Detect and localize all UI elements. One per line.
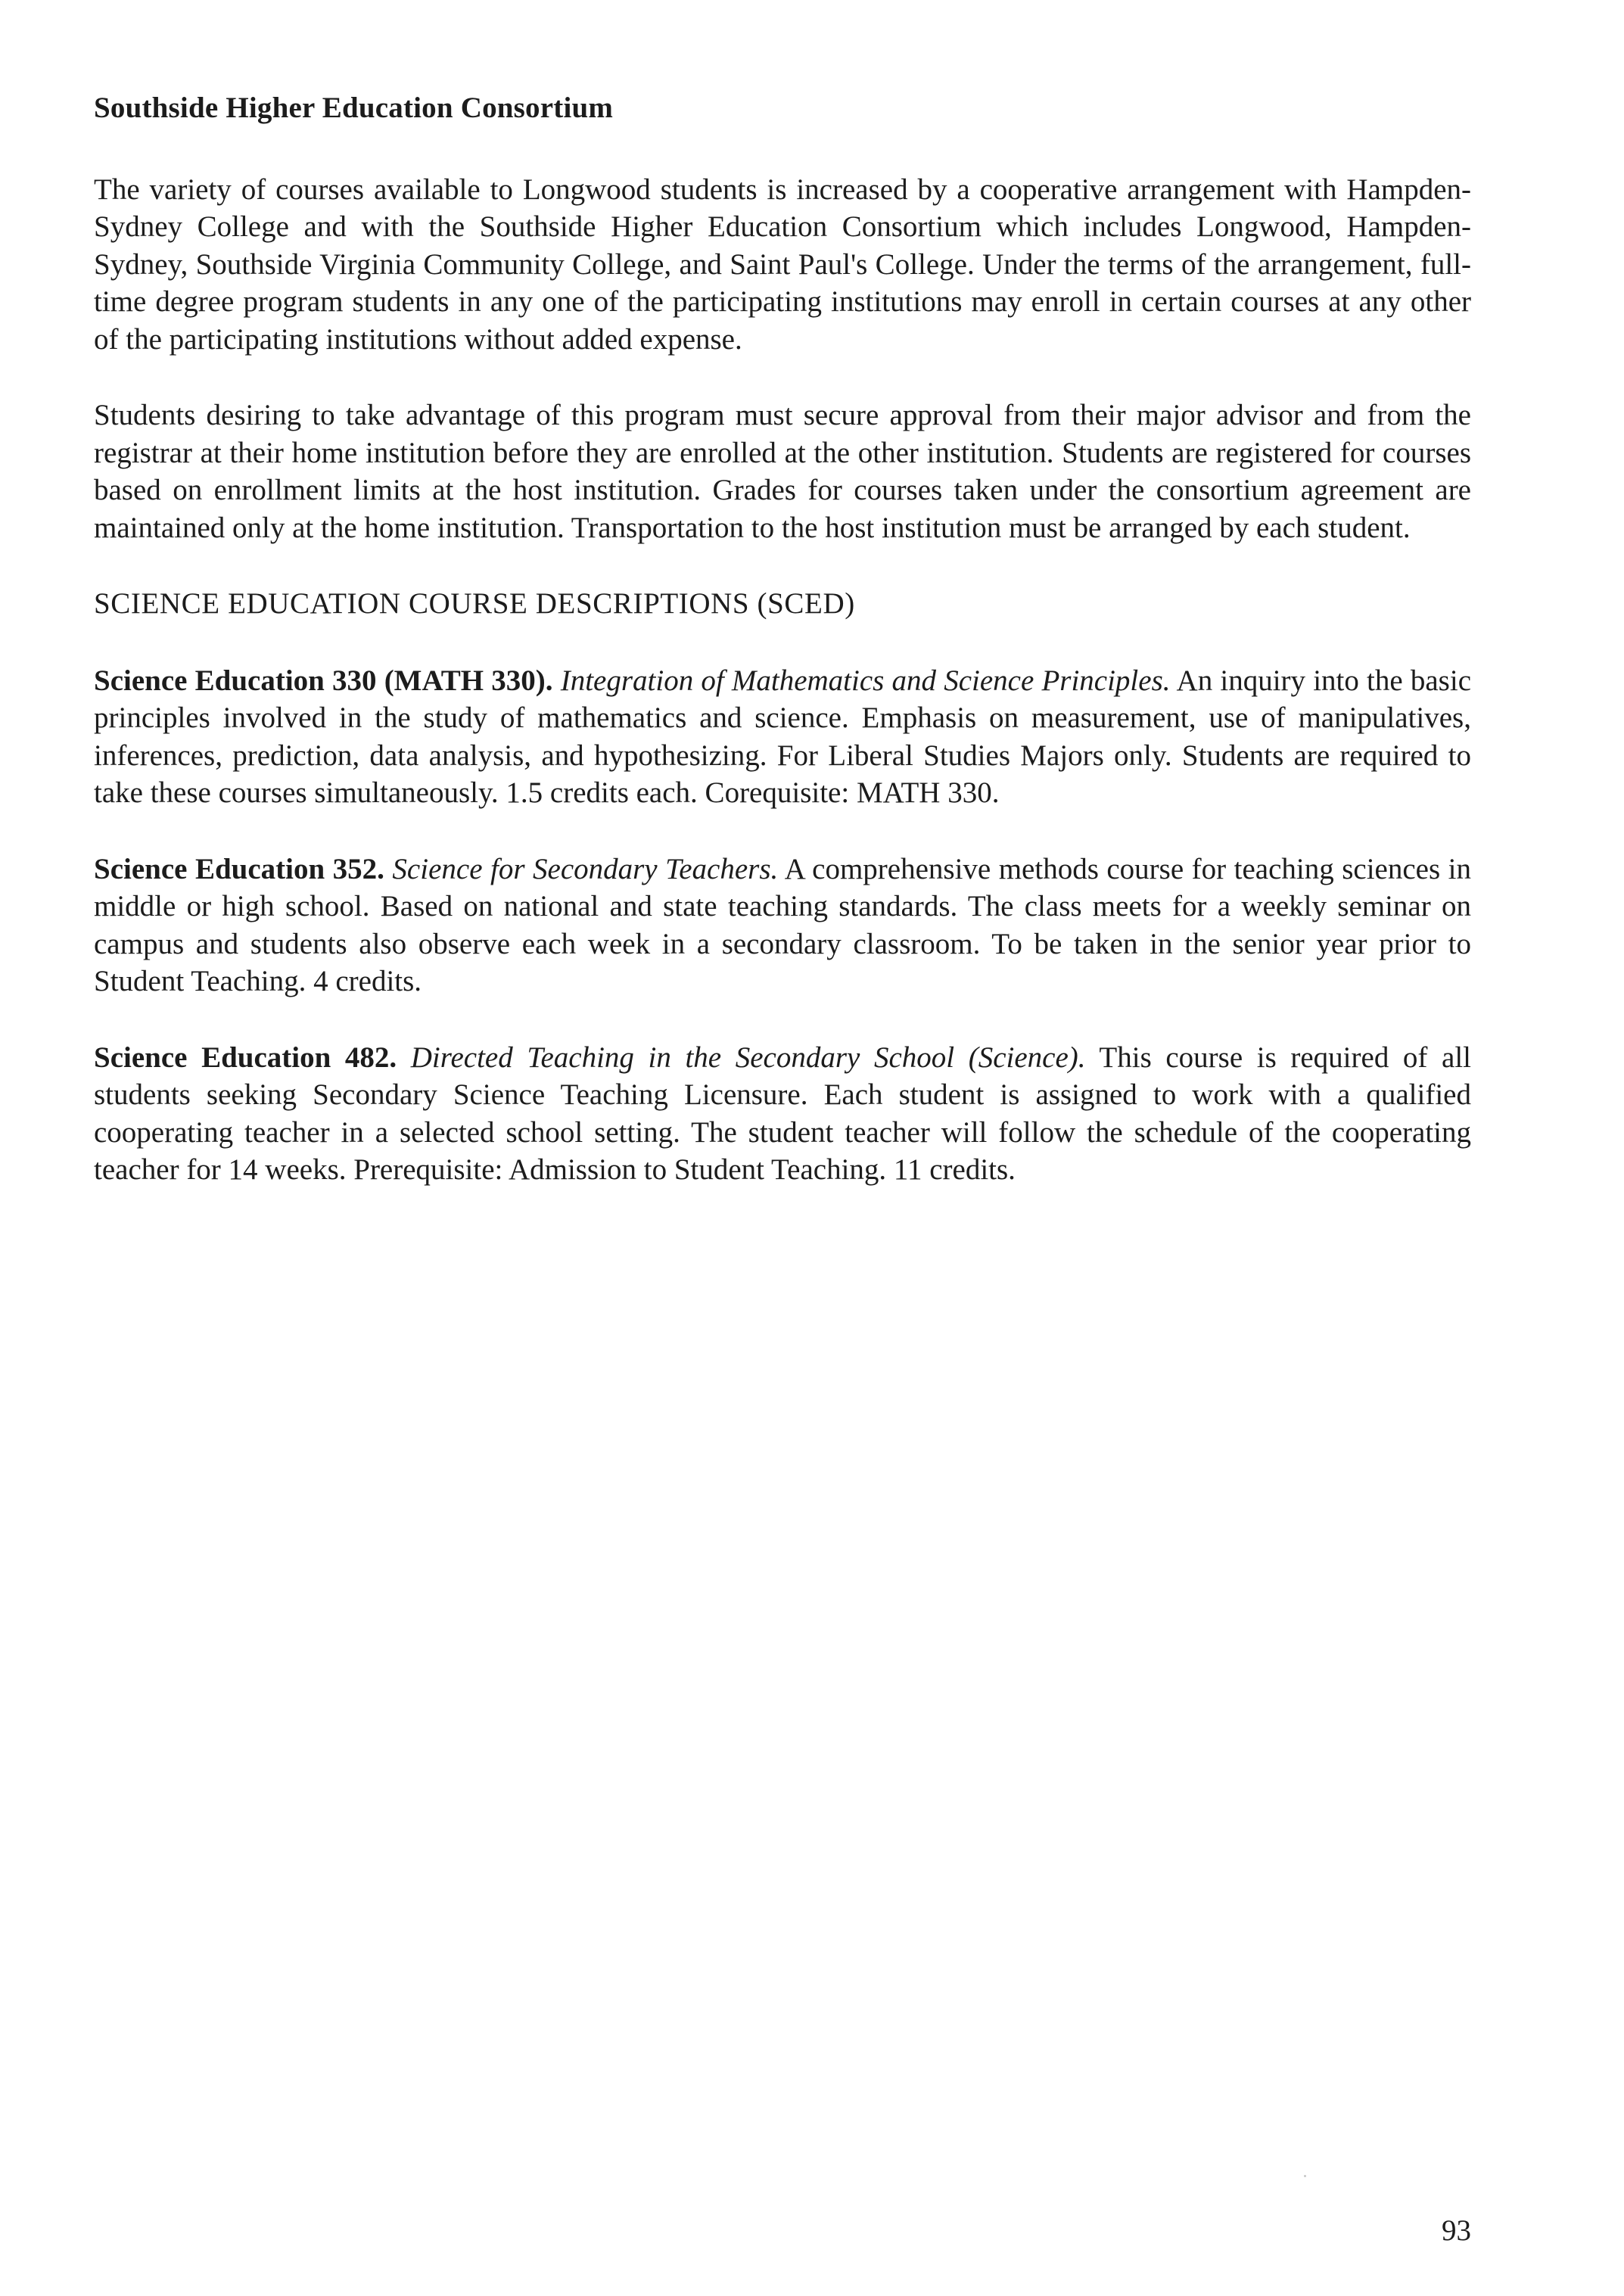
course-entry-sced-330	[94, 662, 1471, 812]
course-description: This course is required of all students seeking Secondary Science Teaching Licensure. Each student is assigned to work with a qualified cooperating teacher in a selected school setting. The student teacher will follow the schedule of the cooperating teacher for 14 weeks. Prerequisite: Admission to Student Teaching. 11 credits.	[94, 1041, 1471, 1186]
course-label: Science Education 330 (MATH 330).	[94, 664, 553, 697]
course-title: Directed Teaching in the Secondary School (Science).	[410, 1041, 1086, 1074]
course-entry-sced-482	[94, 1039, 1471, 1189]
course-entry-sced-352	[94, 851, 1471, 1000]
scan-speck	[1304, 2175, 1306, 2177]
course-descriptions-heading: SCIENCE EDUCATION COURSE DESCRIPTIONS (SCED)	[94, 587, 855, 620]
course-description: A comprehensive methods course for teaching sciences in middle or high school. Based on national and state teaching standards. The class meets for a weekly seminar on campus and students also observe each week in a secondary classroom. To be taken in the senior year prior to Student Teaching. 4 credits.	[94, 852, 1471, 997]
course-label: Science Education 482.	[94, 1041, 397, 1074]
course-description: An inquiry into the basic principles involved in the study of mathematics and science. Emphasis on measurement, use of manipulatives, inferences, prediction, data analysis, and hypothesizing. For Liberal Studies Majors only. Students are required to take these courses simultaneously. 1.5 credits each. Corequisite: MATH 330.	[94, 664, 1472, 809]
course-label: Science Education 352.	[94, 852, 384, 885]
consortium-paragraph-1: The variety of courses available to Longwood students is increased by a cooperative arrangement with Hampden-Sydney College and with the Southside Higher Education Consortium which includes Longwood, Hampden-Sydney, Southside Virginia Community College, and Saint Paul's College. Under the terms of the arrangement, full-time degree program students in any one of the participating institutions may enroll in certain courses at any other of the participating institutions without added expense.	[94, 173, 1471, 356]
consortium-paragraph-2: Students desiring to take advantage of this program must secure approval from their major advisor and from the registrar at their home institution before they are enrolled at the other institution. Students are registered for courses based on enrollment limits at the host institution. Grades for courses taken under the consortium agreement are maintained only at the home institution. Transportation to the host institution must be arranged by each student.	[94, 399, 1471, 544]
course-title: Integration of Mathematics and Science Principles.	[560, 664, 1171, 697]
consortium-heading: Southside Higher Education Consortium	[94, 92, 614, 124]
page-number: 93	[1442, 2214, 1471, 2247]
course-title: Science for Secondary Teachers.	[392, 852, 779, 885]
page-content	[94, 89, 1471, 1227]
